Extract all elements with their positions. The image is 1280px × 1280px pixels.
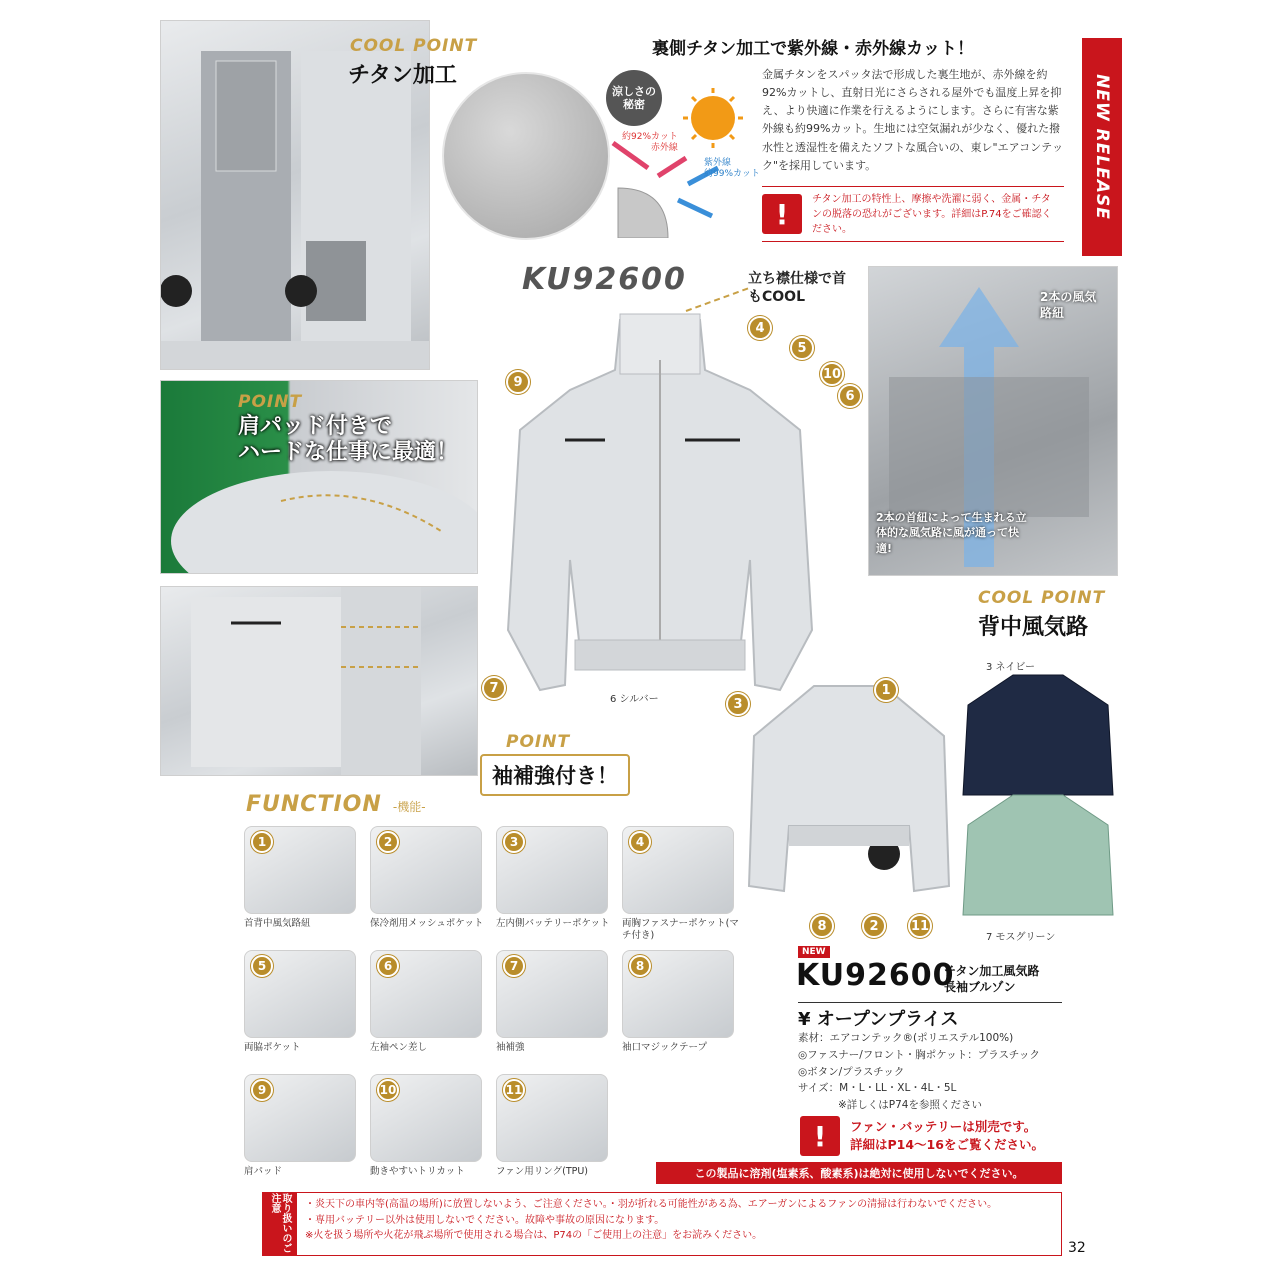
function-caption-3: 左内側バッテリーポケット (496, 918, 610, 929)
function-item-5 (244, 950, 356, 1038)
product-code: KU92600 (796, 958, 955, 993)
point-shoulder-label: POINT (238, 392, 303, 412)
function-num-7: 7 (503, 955, 525, 977)
function-caption-2: 保冷剤用メッシュポケット (370, 918, 484, 929)
product-price: ¥ オープンプライス (798, 1002, 1062, 1031)
duct-note: 2本の風気路紐 (1040, 290, 1097, 320)
product-name (944, 964, 1039, 995)
sleeve-illustration (161, 587, 478, 776)
function-item-3 (496, 826, 608, 914)
product-specs (798, 1030, 1040, 1114)
function-num-11: 11 (503, 1079, 525, 1101)
handling-notice (262, 1192, 1062, 1256)
fan-warning-line1: ファン・バッテリーは別売です。 (850, 1118, 1037, 1134)
function-subtitle: -機能- (392, 800, 426, 814)
point-sleeve-label: POINT (506, 732, 571, 752)
solvent-caution-text: この製品に溶剤(塩素系、酸素系)は絶対に使用しないでください。 (694, 1167, 1024, 1180)
function-num-2: 2 (377, 831, 399, 853)
function-caption-9: 肩パッド (244, 1166, 283, 1177)
cool-point-back-title: 背中風気路 (978, 615, 1089, 640)
function-item-8 (622, 950, 734, 1038)
shoulder-pad-illustration (161, 381, 478, 574)
function-item-2 (370, 826, 482, 914)
callout-7: 7 (482, 676, 506, 700)
function-title-text: FUNCTION (246, 792, 382, 817)
function-caption-8: 袖口マジックテープ (622, 1042, 708, 1053)
handling-label (263, 1193, 297, 1255)
function-title (246, 792, 426, 817)
point-shoulder-line2: ハードな仕事に最適！ (238, 440, 459, 466)
sun-icon (691, 96, 735, 140)
function-num-4: 4 (629, 831, 651, 853)
function-item-10 (370, 1074, 482, 1162)
page-number: 32 (1068, 1240, 1086, 1256)
function-num-10: 10 (377, 1079, 399, 1101)
point-shoulder-line1: 肩パッド付きで (238, 414, 393, 439)
spec-zipper: ◎ファスナー/フロント・胸ポケット：プラスチック (798, 1048, 1040, 1061)
handling-line1: ・炎天下の車内等(高温の場所)に放置しないよう、ご注意ください。・羽が折れる可能性がある為、エアーガンによるファンの清掃は行わないでください。 (305, 1199, 998, 1210)
sleeve-photo (160, 586, 478, 776)
function-item-1 (244, 826, 356, 914)
function-item-4 (622, 826, 734, 914)
infrared-label (622, 132, 678, 154)
function-item-11 (496, 1074, 608, 1162)
point-shoulder-text (238, 414, 458, 467)
function-num-3: 3 (503, 831, 525, 853)
back-callout-2: 2 (862, 914, 886, 938)
back-callout-1: 1 (874, 678, 898, 702)
spec-size: サイズ：M・L・LL・XL・4L・5L (798, 1082, 957, 1095)
function-num-9: 9 (251, 1079, 273, 1101)
model-code-heading: KU92600 (522, 262, 687, 297)
product-name-line1: チタン加工風気路 (944, 964, 1040, 978)
fan-warning-line2: 詳細はP14〜16をご覧ください。 (850, 1137, 1044, 1152)
function-num-1: 1 (251, 831, 273, 853)
spec-material: 素材：エアコンテック®(ポリエステル100%) (798, 1032, 1014, 1044)
handling-line2: ・専用バッテリー以外は使用しないでください。故障や事故の原因になります。 (305, 1214, 665, 1226)
handling-line3: ※火を扱う場所や火花が飛ぶ場所で使用される場合は、P74の「ご使用上の注意」をお読みください。 (305, 1230, 763, 1241)
green-jacket (958, 790, 1118, 920)
back-callout-11: 11 (908, 914, 932, 938)
fan-battery-warning (800, 1116, 1044, 1156)
spec-note: ※詳しくはP74を参照ください (838, 1099, 982, 1112)
function-item-9 (244, 1074, 356, 1162)
titanium-warning (762, 186, 1064, 242)
titanium-fabric-swatch (442, 72, 610, 240)
cool-point-title: チタン加工 (348, 63, 457, 88)
color-navy-label: 3 ネイビー (986, 662, 1035, 673)
back-callout-8: 8 (810, 914, 834, 938)
callout-3: 3 (726, 692, 750, 716)
color-silver-label: 6 シルバー (610, 694, 659, 705)
function-item-7 (496, 950, 608, 1038)
handling-label-text: 取り扱いのご注意 (269, 1193, 291, 1253)
collar-note-text: 立ち襟仕様で首もCOOL (748, 271, 846, 306)
uv-label (704, 158, 760, 180)
uv-heading: 裏側チタン加工で紫外線・赤外線カット！ (652, 39, 974, 59)
new-release-bar (1082, 38, 1122, 256)
callout-9: 9 (506, 370, 530, 394)
color-green-label: 7 モスグリーン (986, 932, 1056, 943)
callout-6: 6 (838, 384, 862, 408)
duct-caption: 2本の首紐によって生まれる立体的な風気路に風が通って快適! (876, 511, 1027, 555)
product-name-line2: 長袖ブルゾン (944, 979, 1016, 994)
warning-icon: ! (762, 194, 802, 234)
spec-button: ◎ボタン/プラスチック (798, 1065, 905, 1078)
infrared-note: 赤外線 (650, 142, 678, 153)
uv-sub: 約99%カット (704, 168, 760, 179)
function-caption-10: 動きやすいトリカット (370, 1166, 465, 1177)
navy-jacket (958, 670, 1118, 800)
back-jacket-illustration (744, 676, 954, 906)
function-caption-5: 両脇ポケット (244, 1042, 301, 1053)
secret-badge-text: 涼しさの秘密 (612, 84, 656, 111)
function-caption-4: 両胸ファスナーポケット(マチ付き) (622, 918, 739, 942)
titanium-warning-text: チタン加工の特性上、摩擦や洗濯に弱く、金属・チタンの脱落の恐れがございます。詳細はP.74をご確認ください。 (812, 193, 1052, 235)
function-num-5: 5 (251, 955, 273, 977)
function-num-8: 8 (629, 955, 651, 977)
cool-point-back-label: COOL POINT (978, 588, 1106, 608)
function-caption-6: 左袖ペン差し (370, 1042, 428, 1053)
solvent-caution-bar (656, 1162, 1062, 1184)
shoulder-pad-photo (160, 380, 478, 574)
point-sleeve-title: 袖補強付き！ (480, 754, 630, 796)
infrared-sub: 約92%カット (622, 132, 678, 142)
callout-10: 10 (820, 362, 844, 386)
fan-warning-icon: ! (800, 1116, 840, 1156)
function-caption-7: 袖補強 (496, 1042, 525, 1053)
callout-5: 5 (790, 336, 814, 360)
cool-point-label: COOL POINT (350, 36, 478, 56)
uv-note: 紫外線 (704, 158, 732, 168)
function-num-6: 6 (377, 955, 399, 977)
handling-body (297, 1193, 1005, 1255)
uv-body-text: 金属チタンをスパッタ法で形成した裏生地が、赤外線を約92%カットし、直射日光にさらされる屋外でも温度上昇を抑え、より快適に作業を行えるようにします。さらに有害な紫外線も約99%カット。生地には空気漏れが少なく、優れた撥水性と透湿性を備えたソフトな風合いの、東レ"エアコンテック"を採用しています。 (762, 68, 1064, 172)
function-item-6 (370, 950, 482, 1038)
main-jacket-illustration (500, 300, 820, 710)
new-tag: NEW (798, 946, 830, 958)
function-caption-11: ファン用リング(TPU) (496, 1166, 589, 1177)
new-release-text: NEW RELEASE (1092, 74, 1113, 220)
fan-warning-text (850, 1118, 1044, 1154)
callout-4: 4 (748, 316, 772, 340)
function-caption-1: 首背中風気路紐 (244, 918, 311, 929)
